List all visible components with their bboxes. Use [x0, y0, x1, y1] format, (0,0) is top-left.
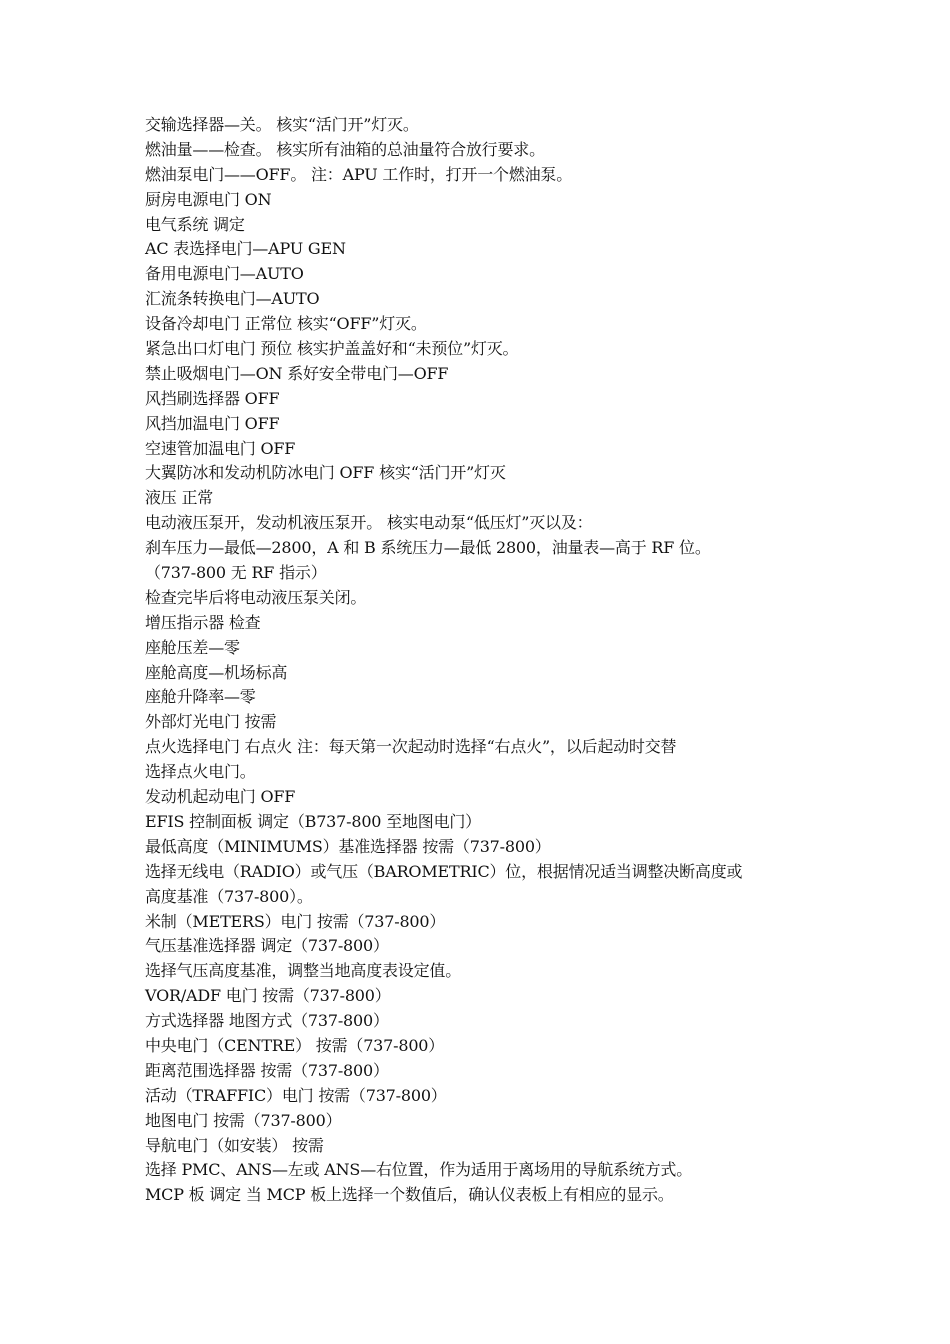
text-line: 检查完毕后将电动液压泵关闭。 [145, 587, 367, 607]
text-line: 高度基准（737-800）。 [145, 886, 313, 906]
text-line: 中央电门（CENTRE） 按需（737-800） [145, 1035, 445, 1055]
text-line: 设备冷却电门 正常位 核实“OFF”灯灭。 [145, 314, 427, 334]
text-line: 发动机起动电门 OFF [145, 787, 296, 807]
text-line: 厨房电源电门 ON [145, 189, 272, 209]
text-line: AC 表选择电门—APU GEN [145, 239, 346, 259]
text-line: 座舱升降率—零 [145, 687, 256, 707]
text-line: 导航电门（如安装） 按需 [145, 1135, 324, 1155]
text-line: （737-800 无 RF 指示） [145, 563, 327, 583]
text-line: 方式选择器 地图方式（737-800） [145, 1011, 389, 1031]
text-line: EFIS 控制面板 调定（B737-800 至地图电门） [145, 811, 481, 831]
text-line: 气压基准选择器 调定（737-800） [145, 936, 389, 956]
text-line: 点火选择电门 右点火 注：每天第一次起动时选择“右点火”，以后起动时交替 [145, 737, 677, 757]
text-line: 空速管加温电门 OFF [145, 438, 296, 458]
text-line: 米制（METERS）电门 按需（737-800） [145, 911, 446, 931]
text-line: 选择无线电（RADIO）或气压（BAROMETRIC）位，根据情况适当调整决断高度或 [145, 861, 743, 881]
text-line: 距离范围选择器 按需（737-800） [145, 1060, 389, 1080]
text-line: 增压指示器 检查 [145, 612, 261, 632]
text-line: 风挡刷选择器 OFF [145, 388, 280, 408]
text-line: 紧急出口灯电门 预位 核实护盖盖好和“未预位”灯灭。 [145, 339, 519, 359]
text-line: 座舱压差—零 [145, 637, 240, 657]
text-line: 外部灯光电门 按需 [145, 712, 277, 732]
text-line: 选择 PMC、ANS—左或 ANS—右位置，作为适用于离场用的导航系统方式。 [145, 1160, 692, 1180]
text-line: 禁止吸烟电门—ON 系好安全带电门—OFF [145, 363, 449, 383]
text-line: 交输选择器—关。 核实“活门开”灯灭。 [145, 115, 419, 134]
text-line: 燃油量——检查。 核实所有油箱的总油量符合放行要求。 [145, 139, 545, 159]
text-line: 汇流条转换电门—AUTO [145, 289, 320, 309]
text-line: 活动（TRAFFIC）电门 按需（737-800） [145, 1085, 447, 1105]
text-line: 座舱高度—机场标高 [145, 662, 288, 682]
text-line: 最低高度（MINIMUMS）基准选择器 按需（737-800） [145, 836, 551, 856]
text-line: 地图电门 按需（737-800） [145, 1110, 342, 1130]
text-line: 选择气压高度基准，调整当地高度表设定值。 [145, 961, 462, 981]
text-line: MCP 板 调定 当 MCP 板上选择一个数值后，确认仪表板上有相应的显示。 [145, 1185, 674, 1205]
text-line: 刹车压力—最低—2800，A 和 B 系统压力—最低 2800，油量表—高于 RF 位。 [145, 538, 711, 558]
text-line: 大翼防冰和发动机防冰电门 OFF 核实“活门开”灯灭 [145, 463, 506, 483]
text-line: 选择点火电门。 [145, 762, 256, 782]
text-line: 液压 正常 [145, 488, 214, 508]
document-page [145, 113, 825, 1208]
text-line: VOR/ADF 电门 按需（737-800） [145, 986, 391, 1006]
text-line: 电动液压泵开，发动机液压泵开。 核实电动泵“低压灯”灭以及： [145, 513, 593, 533]
text-line: 电气系统 调定 [145, 214, 245, 234]
text-line: 燃油泵电门——OFF。 注：APU 工作时，打开一个燃油泵。 [145, 164, 573, 184]
text-line: 风挡加温电门 OFF [145, 413, 280, 433]
text-line: 备用电源电门—AUTO [145, 264, 304, 284]
